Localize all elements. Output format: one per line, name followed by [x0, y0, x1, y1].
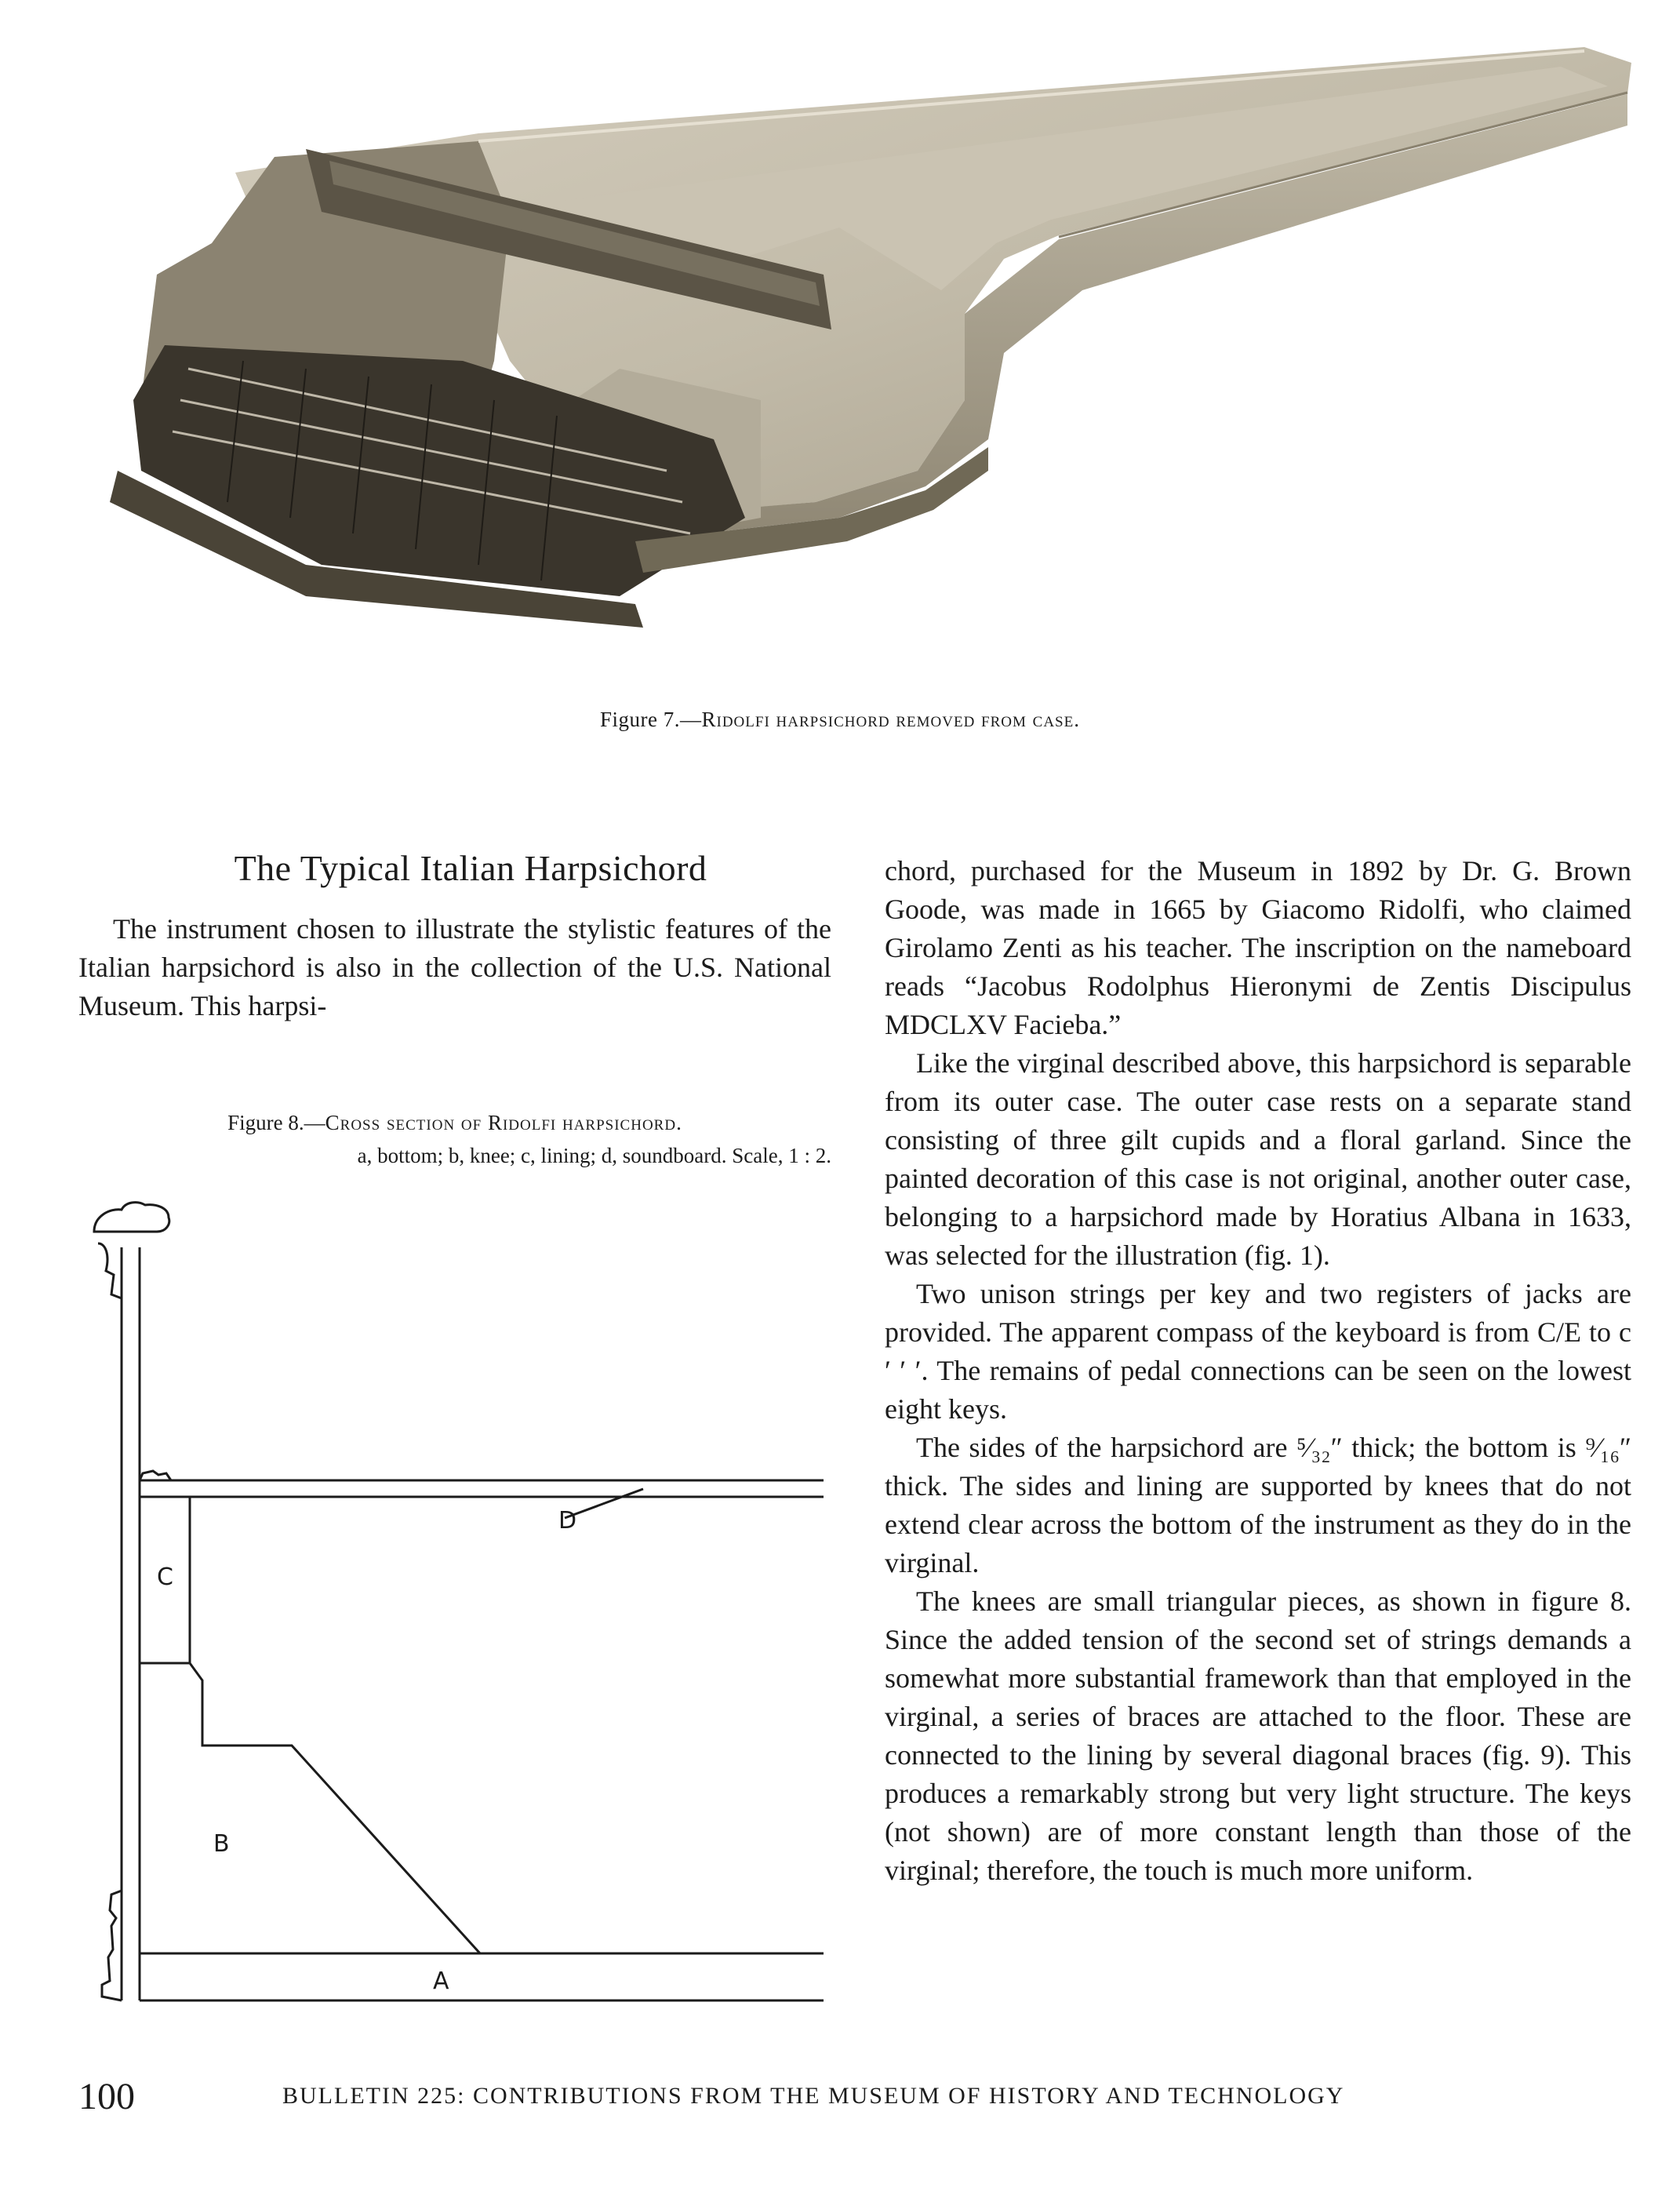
label-b: B — [213, 1830, 230, 1858]
running-title: BULLETIN 225: CONTRIBUTIONS FROM THE MUSEUM OF HISTORY AND TECHNOLOGY — [282, 2083, 1345, 2109]
page-number: 100 — [78, 2076, 135, 2117]
cross-section-diagram — [78, 1200, 831, 2024]
label-d: D — [558, 1507, 577, 1534]
right-paragraph-5: The knees are small triangular pieces, as shown in figure 8. Since the added tension of the second set of strings demands a somewhat more substantial framework than that employed in the virginal, a series of braces are attached to the floor. These are connected to the lining by several diagonal braces (fig. 9). This produces a remarkably strong but very light structure. The keys (not shown) are of more constant length than those of the virginal; therefore, the touch is much more uniform. — [885, 1585, 1631, 1886]
knee — [140, 1663, 480, 1953]
section-title: The Typical Italian Harpsichord — [234, 848, 707, 888]
figure-7-caption-text: Ridolfi harpsichord removed from case. — [701, 708, 1080, 731]
right-paragraph-3: Two unison strings per key and two registers of jacks are provided. The apparent compass of the keyboard is from C/E to c ′ ′ ′. The remains of pedal connections can be seen on the lowest eight keys. — [885, 1278, 1631, 1425]
figure-8-caption-text: Cross section of Ridolfi harpsichord. — [325, 1111, 682, 1134]
figure-8-caption — [78, 1106, 831, 1172]
figure-8-caption-prefix: Figure 8.— — [227, 1111, 325, 1134]
top-moulding — [94, 1203, 169, 1232]
right-paragraph-4: The sides of the harpsichord are ⁵⁄₃₂″ thick; the bottom is ⁹⁄₁₆″ thick. The sides and lining are supported by knees that do not extend clear across the bottom of the instrument as they do in the virginal. — [885, 1432, 1631, 1578]
right-column — [885, 852, 1631, 1890]
right-paragraph-2: Like the virginal described above, this harpsichord is separable from its outer case. The outer case rests on a separate stand consisting of three gilt cupids and a floral garland. Since the painted decoration of this case is not original, another outer case, belonging to a harpsichord made by Horatius Albana in 1633, was selected for the illustration (fig. 1). — [885, 1047, 1631, 1271]
harpsichord-photo — [71, 31, 1639, 675]
figure-8-legend: a, bottom; b, knee; c, lining; d, soundboard. Scale, 1 : 2. — [357, 1144, 831, 1167]
figure-7-caption — [0, 708, 1680, 732]
left-paragraph: The instrument chosen to illustrate the stylistic features of the Italian harpsichord is also in the collection of the U.S. National Museum. This harpsi- — [78, 913, 831, 1021]
label-c: C — [157, 1563, 173, 1591]
label-a: A — [433, 1968, 449, 1995]
right-paragraph-1: chord, purchased for the Museum in 1892 by Dr. G. Brown Goode, was made in 1665 by Giacomo Ridolfi, who claimed Girolamo Zenti as his teacher. The inscription on the nameboard reads “Jacobus Rodolphus Hieronymi de Zentis Discipulus MDCLXV Facieba.” — [885, 855, 1631, 1040]
figure-8-caption-title — [78, 1106, 831, 1139]
figure-7-caption-prefix: Figure 7.— — [600, 708, 702, 731]
